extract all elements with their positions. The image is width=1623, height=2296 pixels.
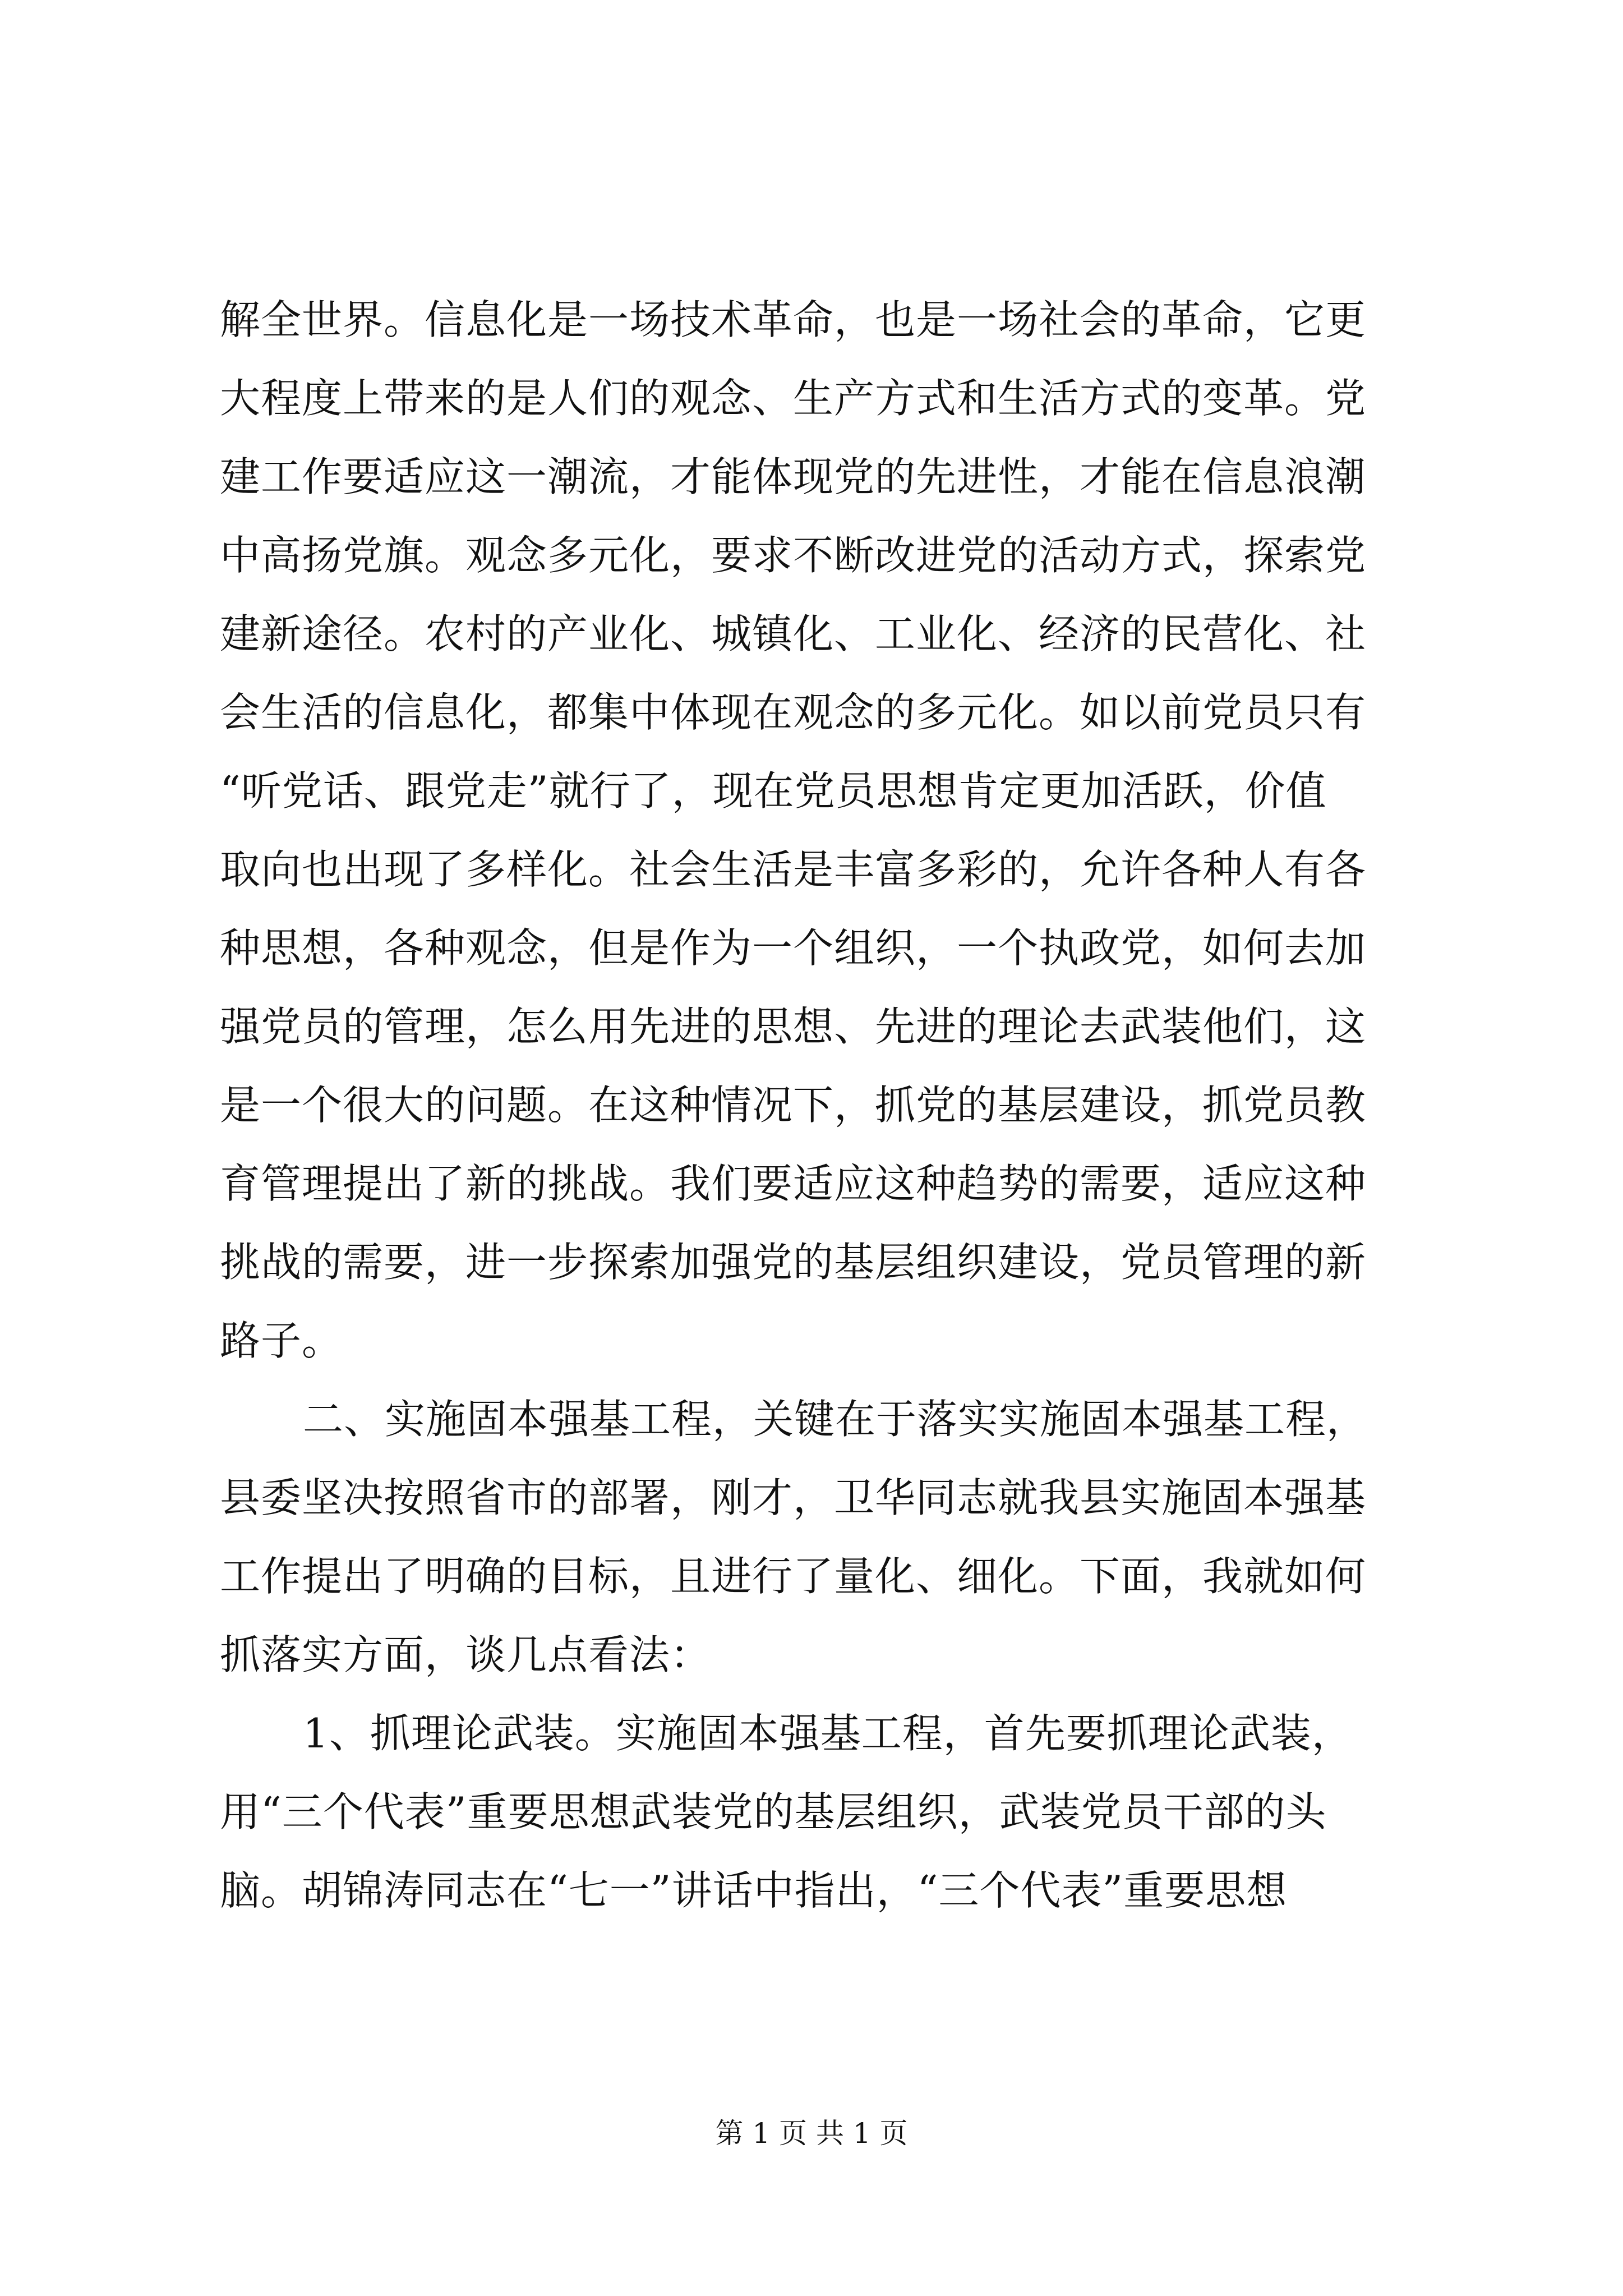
page-footer: 第 1 页 共 1 页 (715, 2117, 908, 2150)
text-line-11: 是一个很大的问题。在这种情况下，抓党的基层建设，抓党员教 (220, 1082, 1367, 1129)
text-line-10: 强党员的管理，怎么用先进的思想、先进的理论去武装他们，这 (220, 1003, 1367, 1050)
text-line-13: 挑战的需要，进一步探索加强党的基层组织建设，党员管理的新 (220, 1239, 1367, 1286)
text-line-21: 脑。胡锦涛同志在“七一”讲话中指出，“三个代表”重要思想 (220, 1867, 1288, 1914)
text-line-15: 二、实施固本强基工程，关键在于落实实施固本强基工程， (303, 1396, 1368, 1443)
text-line-6: 会生活的信息化，都集中体现在观念的多元化。如以前党员只有 (220, 689, 1367, 736)
text-line-1: 解全世界。信息化是一场技术革命，也是一场社会的革命，它更 (220, 296, 1367, 343)
text-line-16: 县委坚决按照省市的部署，刚才，卫华同志就我县实施固本强基 (220, 1474, 1367, 1521)
text-line-14: 路子。 (220, 1317, 343, 1364)
text-line-17: 工作提出了明确的目标，且进行了量化、细化。下面，我就如何 (220, 1553, 1367, 1600)
text-line-2: 大程度上带来的是人们的观念、生产方式和生活方式的变革。党 (220, 375, 1367, 422)
text-line-8: 取向也出现了多样化。社会生活是丰富多彩的，允许各种人有各 (220, 846, 1367, 893)
text-line-4: 中高扬党旗。观念多元化，要求不断改进党的活动方式，探索党 (220, 532, 1367, 579)
text-line-5: 建新途径。农村的产业化、城镇化、工业化、经济的民营化、社 (220, 610, 1367, 657)
text-line-3: 建工作要适应这一潮流，才能体现党的先进性，才能在信息浪潮 (220, 453, 1367, 500)
text-line-18: 抓落实方面，谈几点看法： (220, 1631, 712, 1678)
text-line-7: “听党话、跟党走”就行了，现在党员思想肯定更加活跃，价值 (220, 767, 1327, 815)
text-line-9: 种思想，各种观念，但是作为一个组织，一个执政党，如何去加 (220, 924, 1367, 972)
text-line-20: 用“三个代表”重要思想武装党的基层组织，武装党员干部的头 (220, 1788, 1327, 1835)
text-line-12: 育管理提出了新的挑战。我们要适应这种趋势的需要，适应这种 (220, 1160, 1367, 1207)
text-line-19: 1、抓理论武装。实施固本强基工程，首先要抓理论武装， (303, 1710, 1353, 1757)
